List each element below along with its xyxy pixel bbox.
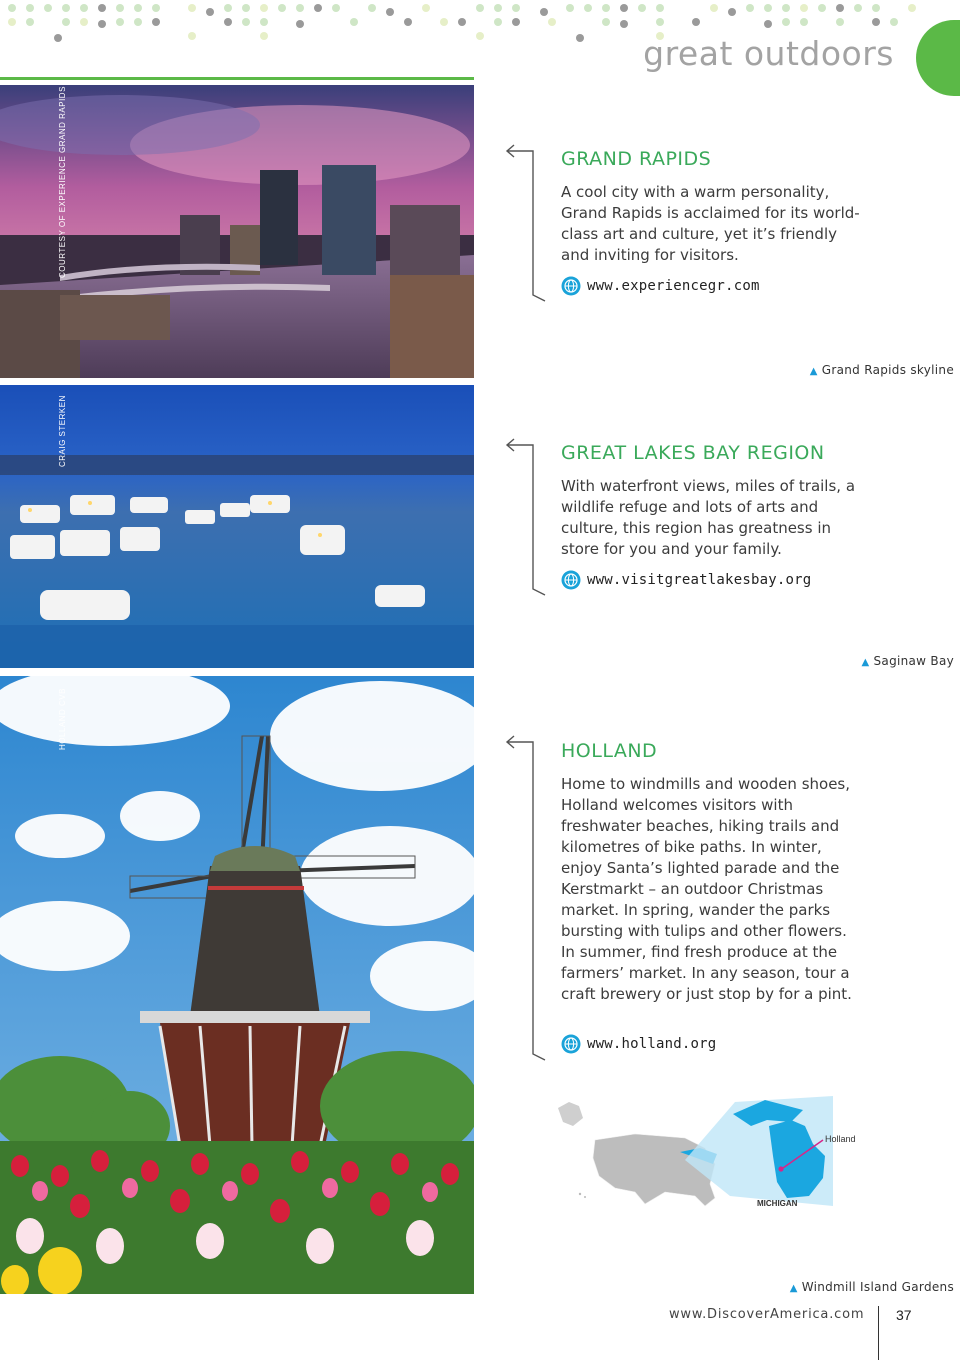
windmill-island-photo — [0, 676, 474, 1294]
map-state-label: MICHIGAN — [757, 1199, 798, 1208]
footer-website[interactable]: www.DiscoverAmerica.com — [669, 1307, 865, 1322]
photo-caption: ▲ Windmill Island Gardens — [782, 1276, 960, 1297]
section-bracket — [505, 143, 547, 303]
page-number: 37 — [896, 1307, 912, 1323]
caption-triangle-icon: ▲ — [789, 1283, 798, 1294]
photo-caption: ▲ Saginaw Bay — [854, 650, 960, 671]
photo-caption: ▲ Grand Rapids skyline — [802, 359, 960, 380]
globe-icon — [561, 1034, 581, 1054]
great-lakes-bay-url-row[interactable] — [561, 570, 811, 590]
great-lakes-bay-section — [561, 442, 861, 560]
website-link[interactable]: www.visitgreatlakesbay.org — [587, 572, 812, 588]
section-heading: GRAND RAPIDS — [561, 148, 712, 170]
footer-divider — [878, 1306, 879, 1360]
section-body: With waterfront views, miles of trails, a wildlife refuge and lots of arts and culture, this region has greatness in store for you and your family. — [561, 477, 856, 558]
grand-rapids-photo — [0, 85, 474, 378]
grand-rapids-section — [561, 148, 861, 266]
photo-credit: COURTESY OF EXPERIENCE GRAND RAPIDS — [58, 86, 67, 278]
section-heading: HOLLAND — [561, 740, 658, 762]
section-bracket — [505, 734, 547, 1062]
header-divider — [0, 77, 474, 80]
photo-credit: CRAIG STERKEN — [58, 395, 67, 467]
holland-url-row[interactable] — [561, 1034, 716, 1054]
michigan-locator-map — [555, 1096, 865, 1220]
caption-triangle-icon: ▲ — [809, 366, 818, 377]
caption-triangle-icon: ▲ — [861, 657, 870, 668]
website-link[interactable]: www.holland.org — [587, 1036, 717, 1052]
globe-icon — [561, 570, 581, 590]
section-bracket — [505, 437, 547, 597]
section-body: Home to windmills and wooden shoes, Holland welcomes visitors with freshwater beaches, hiking trails and kilometres of bike paths. In winter, enjoy Santa’s lighted parade and the Kerstmarkt – an outdoor Christmas market. In spring, wander the parks bursting with tulips and other flowers. In summer, find fresh produce at the farmers’ market. In any season, tour a craft brewery or just stop by for a pint. — [561, 775, 852, 1003]
website-link[interactable]: www.experiencegr.com — [587, 278, 760, 294]
section-heading: GREAT LAKES BAY REGION — [561, 442, 825, 464]
section-body: A cool city with a warm personality, Grand Rapids is acclaimed for its world-class art and culture, yet it’s friendly and inviting for visitors. — [561, 183, 860, 264]
map-city-label: Holland — [825, 1134, 856, 1144]
globe-icon — [561, 276, 581, 296]
section-title: great outdoors — [643, 34, 894, 73]
holland-section — [561, 740, 861, 1005]
grand-rapids-url-row[interactable] — [561, 276, 760, 296]
saginaw-bay-photo — [0, 385, 474, 668]
photo-credit: HOLLAND CVB — [58, 688, 67, 750]
